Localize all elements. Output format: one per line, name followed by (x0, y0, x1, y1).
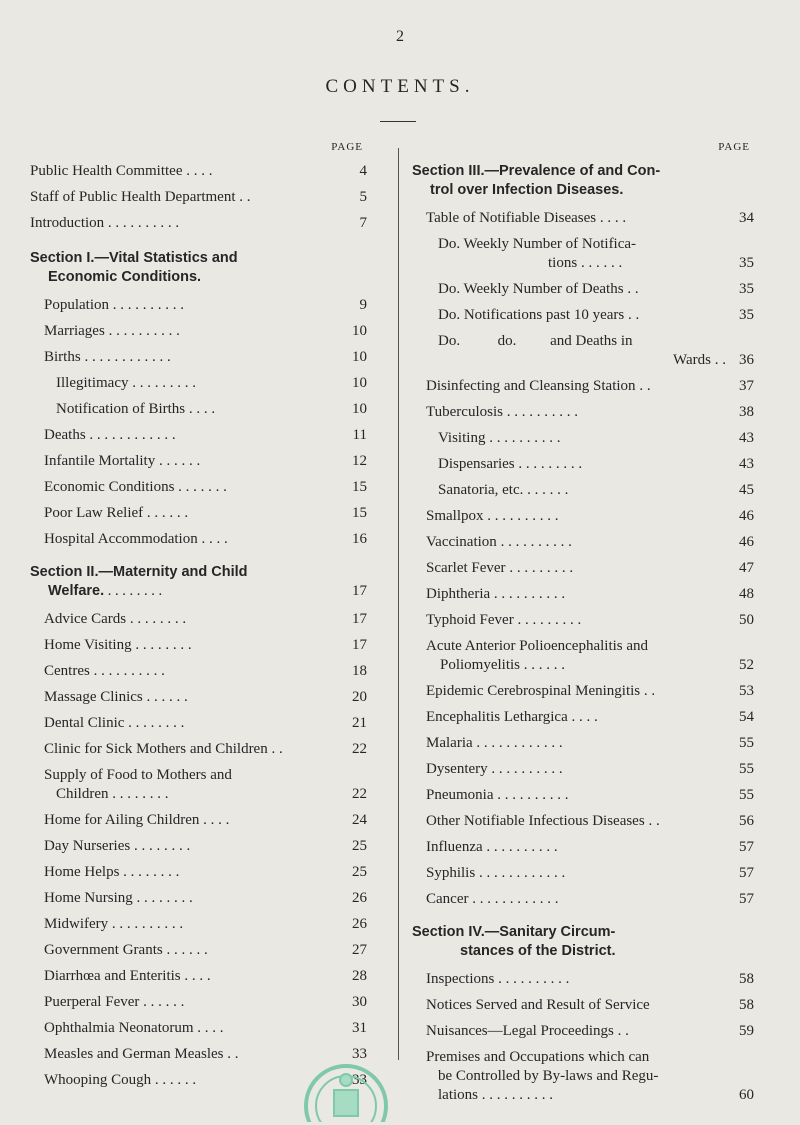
toc-entry: Home Helps . . . . . . . . 25 (44, 864, 367, 880)
toc-entry: Pneumonia . . . . . . . . . . 55 (426, 787, 754, 803)
page-number: 2 (396, 28, 404, 45)
toc-entry: Dispensaries . . . . . . . . . 43 (438, 456, 754, 472)
toc-entry: Introduction . . . . . . . . . . 7 (30, 215, 367, 231)
toc-entry: Home for Ailing Children . . . . 24 (44, 812, 367, 828)
toc-entry: Day Nurseries . . . . . . . . 25 (44, 838, 367, 854)
toc-entry: Malaria . . . . . . . . . . . . 55 (426, 735, 754, 751)
toc-entry: Illegitimacy . . . . . . . . . 10 (56, 375, 367, 391)
left-column (30, 140, 367, 1097)
section-heading: Section IV.—Sanitary Circum- stances of the District. (412, 924, 616, 959)
toc-entry: Whooping Cough . . . . . . 33 (44, 1072, 367, 1088)
toc-entry: Home Nursing . . . . . . . . 26 (44, 890, 367, 906)
toc-entry: Deaths . . . . . . . . . . . . 11 (44, 427, 367, 443)
toc-entry: Cancer . . . . . . . . . . . . 57 (426, 891, 754, 907)
toc-entry: Epidemic Cerebrospinal Meningitis . . 53 (426, 683, 754, 699)
toc-entry: Acute Anterior Polioencephalitis and Poliomyelitis . . . . . . 52 (426, 638, 754, 673)
title-rule (380, 121, 416, 122)
toc-entry: Scarlet Fever . . . . . . . . . 47 (426, 560, 754, 576)
toc-entry: Smallpox . . . . . . . . . . 46 (426, 508, 754, 524)
toc-entry: Notices Served and Result of Service 58 (426, 997, 754, 1013)
toc-entry: Disinfecting and Cleansing Station . . 37 (426, 378, 754, 394)
toc-entry: Measles and German Measles . . 33 (44, 1046, 367, 1062)
right-page-head: PAGE (718, 141, 750, 153)
toc-entry: Visiting . . . . . . . . . . 43 (438, 430, 754, 446)
toc-entry: Tuberculosis . . . . . . . . . . 38 (426, 404, 754, 420)
toc-entry: Home Visiting . . . . . . . . 17 (44, 637, 367, 653)
column-divider (398, 148, 399, 1060)
toc-entry: Staff of Public Health Department . . 5 (30, 189, 367, 205)
toc-entry: Table of Notifiable Diseases . . . . 34 (426, 210, 754, 226)
toc-entry: Sanatoria, etc. . . . . . . 45 (438, 482, 754, 498)
toc-entry: Dysentery . . . . . . . . . . 55 (426, 761, 754, 777)
toc-entry: Inspections . . . . . . . . . . 58 (426, 971, 754, 987)
toc-entry: Do. Notifications past 10 years . . 35 (438, 307, 754, 323)
toc-entry: Supply of Food to Mothers and Children . . . . . . . . 22 (44, 767, 367, 802)
toc-entry: Births . . . . . . . . . . . . 10 (44, 349, 367, 365)
toc-entry: Hospital Accommodation . . . . 16 (44, 531, 367, 547)
left-page-head: PAGE (331, 141, 363, 153)
toc-entry: Infantile Mortality . . . . . . 12 (44, 453, 367, 469)
toc-entry: Premises and Occupations which can be Controlled by By-laws and Regu- lations . . . . . . . . . . 60 (426, 1049, 754, 1103)
library-seal-icon (298, 1056, 394, 1122)
toc-entry: Population . . . . . . . . . . 9 (44, 297, 367, 313)
toc-entry: Dental Clinic . . . . . . . . 21 (44, 715, 367, 731)
toc-entry: Ophthalmia Neonatorum . . . . 31 (44, 1020, 367, 1036)
toc-entry: Clinic for Sick Mothers and Children . . 22 (44, 741, 367, 757)
toc-entry: Encephalitis Lethargica . . . . 54 (426, 709, 754, 725)
toc-entry: Government Grants . . . . . . 27 (44, 942, 367, 958)
toc-entry: Nuisances—Legal Proceedings . . 59 (426, 1023, 754, 1039)
toc-entry: Puerperal Fever . . . . . . 30 (44, 994, 367, 1010)
toc-entry: Public Health Committee . . . . 4 (30, 163, 367, 179)
toc-entry: Do. Weekly Number of Deaths . . 35 (438, 281, 754, 297)
section-heading: Section I.—Vital Statistics and Economic Conditions. (30, 250, 238, 285)
toc-entry: Poor Law Relief . . . . . . 15 (44, 505, 367, 521)
toc-entry: Midwifery . . . . . . . . . . 26 (44, 916, 367, 932)
section-heading: Section II.—Maternity and Child Welfare. . . . . . . . . 17 (30, 564, 367, 599)
toc-entry: Diphtheria . . . . . . . . . . 48 (426, 586, 754, 602)
toc-entry: Other Notifiable Infectious Diseases . . 56 (426, 813, 754, 829)
right-column (412, 140, 754, 1112)
toc-entry: Syphilis . . . . . . . . . . . . 57 (426, 865, 754, 881)
toc-entry: Vaccination . . . . . . . . . . 46 (426, 534, 754, 550)
toc-entry: Economic Conditions . . . . . . . 15 (44, 479, 367, 495)
toc-entry: Marriages . . . . . . . . . . 10 (44, 323, 367, 339)
toc-entry: Typhoid Fever . . . . . . . . . 50 (426, 612, 754, 628)
toc-entry: Do. Weekly Number of Notifica- tions . . . . . . 35 (438, 236, 754, 271)
contents-title: CONTENTS. (325, 76, 475, 97)
section-heading: Section III.—Prevalence of and Con- trol over Infection Diseases. (412, 163, 661, 198)
toc-entry: Diarrhœa and Enteritis . . . . 28 (44, 968, 367, 984)
toc-entry: Influenza . . . . . . . . . . 57 (426, 839, 754, 855)
toc-entry: Notification of Births . . . . 10 (56, 401, 367, 417)
toc-entry: Massage Clinics . . . . . . 20 (44, 689, 367, 705)
toc-entry: Centres . . . . . . . . . . 18 (44, 663, 367, 679)
toc-entry: Do. do. and Deaths in Wards . . 36 (438, 333, 754, 368)
toc-entry: Advice Cards . . . . . . . . 17 (44, 611, 367, 627)
